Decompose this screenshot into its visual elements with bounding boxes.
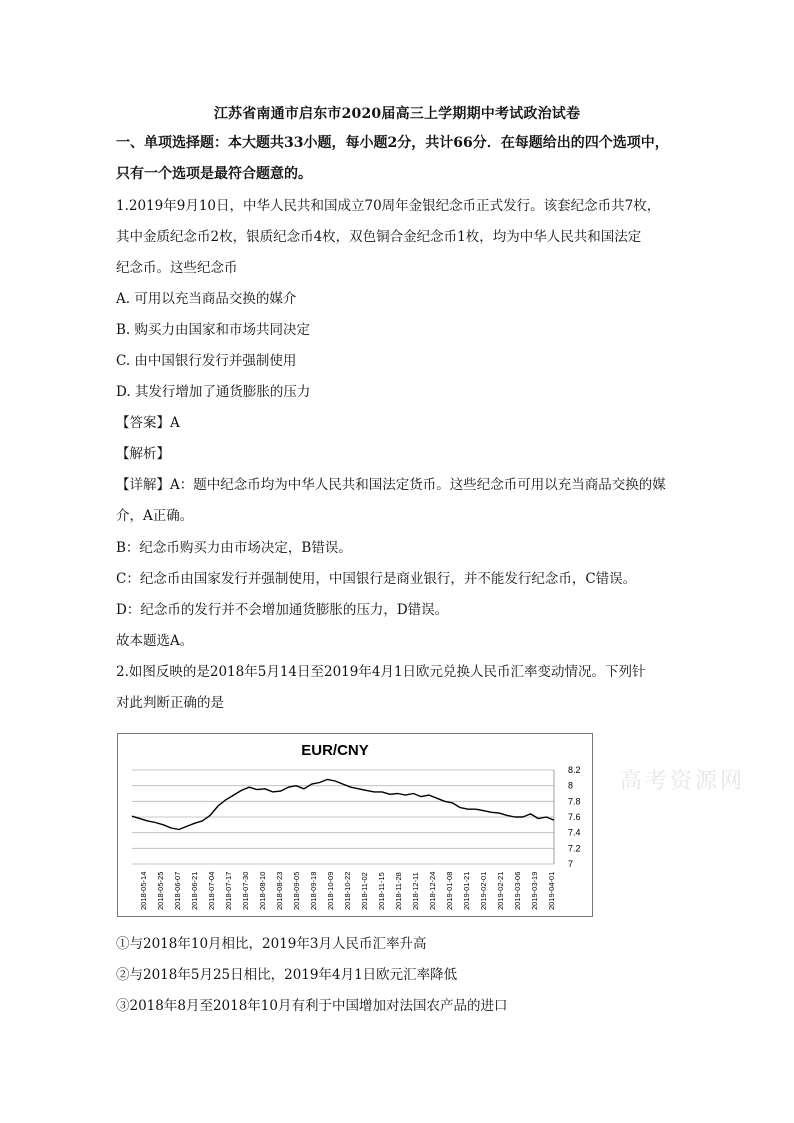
q1-detail-line-4: C：纪念币由国家发行并强制使用，中国银行是商业银行，并不能发行纪念币，C错误。 [116, 571, 637, 587]
chart-x-tick-label: 2018-09-05 [292, 871, 301, 910]
chart-x-tick-label: 2018-11-28 [394, 872, 403, 910]
q2-statement-3: ③2018年8月至2018年10月有利于中国增加对法国农产品的进口 [116, 998, 508, 1014]
q2-stem-line-1: 2.如图反映的是2018年5月14日至2019年4月1日欧元兑换人民币汇率变动情况。下列针 [116, 664, 646, 680]
chart-x-tick-label: 2018-06-07 [173, 871, 182, 910]
q1-detail-line-6: 故本题选A。 [116, 633, 194, 649]
chart-y-tick-label: 8.2 [568, 765, 581, 775]
chart-x-tick-label: 2019-01-21 [462, 871, 471, 910]
chart-x-tick-label: 2019-03-06 [513, 871, 522, 910]
chart-x-tick-label: 2018-10-09 [326, 871, 335, 910]
chart-y-tick-label: 7 [568, 859, 574, 869]
section-heading-line-2: 只有一个选项是最符合题意的。 [116, 166, 312, 182]
chart-x-tick-label: 2019-03-19 [530, 871, 539, 910]
section-heading-line-1: 一、单项选择题：本大题共33小题，每小题2分，共计66分．在每题给出的四个选项中， [116, 135, 669, 151]
chart-y-tick-label: 8 [568, 780, 574, 791]
chart-y-tick-label: 7.2 [568, 843, 581, 854]
q2-stem-line-2: 对此判断正确的是 [116, 695, 224, 711]
chart-x-tick-labels [139, 872, 556, 910]
q1-stem-line-1: 1.2019年9月10日，中华人民共和国成立70周年金银纪念币正式发行。该套纪念币共7枚， [116, 198, 661, 214]
q1-analysis-label: 【解析】 [116, 446, 170, 462]
q1-detail-line-2: 介，A正确。 [116, 508, 194, 524]
chart-y-tick-label: 7.6 [568, 812, 581, 822]
chart-x-tick-label: 2018-12-24 [428, 871, 437, 910]
chart-x-tick-label: 2018-05-25 [156, 871, 165, 910]
watermark-text: 高考资源网 [620, 769, 746, 794]
chart-x-tick-label: 2019-04-01 [547, 871, 556, 910]
chart-series [132, 779, 554, 829]
eur-cny-chart [117, 733, 593, 917]
chart-x-tick-label: 2019-01-08 [445, 871, 454, 910]
chart-x-tick-label: 2018-08-23 [275, 871, 284, 910]
chart-y-tick-labels [568, 765, 581, 869]
chart-x-tick-label: 2018-08-10 [258, 871, 267, 910]
chart-x-tick-label: 2018-05-14 [139, 871, 148, 910]
page-title: 江苏省南通市启东市2020届高三上学期期中考试政治试卷 [213, 106, 581, 122]
chart-x-tick-label: 2018-11-02 [360, 872, 369, 910]
chart-x-tick-label: 2018-06-21 [190, 871, 199, 910]
q2-statement-1: ①与2018年10月相比，2019年3月人民币汇率升高 [116, 936, 427, 952]
chart-series-line [132, 779, 554, 829]
chart-x-tick-label: 2018-09-18 [309, 871, 318, 910]
chart-x-tick-label: 2018-07-04 [207, 871, 216, 910]
chart-x-tick-label: 2018-10-22 [343, 871, 352, 910]
chart-x-tick-label: 2019-02-01 [479, 871, 488, 910]
q1-option-b: B. 购买力由国家和市场共同决定 [116, 322, 311, 338]
chart-x-tick-label: 2018-07-30 [241, 871, 250, 910]
q1-detail-line-1: 【详解】A：题中纪念币均为中华人民共和国法定货币。这些纪念币可用以充当商品交换的媒 [116, 477, 666, 493]
q1-option-d: D. 其发行增加了通货膨胀的压力 [116, 384, 311, 400]
chart-title: EUR/CNY [301, 742, 369, 759]
q1-detail-line-3: B：纪念币购买力由市场决定，B错误。 [116, 540, 352, 556]
chart-x-tick-label: 2019-02-21 [496, 871, 505, 910]
q1-stem-line-3: 纪念币。这些纪念币 [116, 260, 238, 276]
q1-stem-line-2: 其中金质纪念币2枚，银质纪念币4枚，双色铜合金纪念币1枚，均为中华人民共和国法定 [116, 229, 642, 245]
chart-y-tick-label: 7.8 [568, 796, 581, 807]
q1-option-a: A. 可用以充当商品交换的媒介 [116, 291, 297, 307]
q1-answer: 【答案】A [116, 415, 180, 431]
eur-cny-chart-svg [118, 734, 592, 916]
chart-x-tick-label: 2018-07-17 [224, 871, 233, 910]
chart-x-tick-label: 2018-12-11 [411, 872, 420, 910]
q1-option-c: C. 由中国银行发行并强制使用 [116, 353, 297, 369]
q1-detail-line-5: D：纪念币的发行并不会增加通货膨胀的压力，D错误。 [116, 602, 449, 618]
q2-statement-2: ②与2018年5月25日相比，2019年4月1日欧元汇率降低 [116, 967, 458, 983]
chart-y-tick-label: 7.4 [568, 827, 581, 838]
chart-x-tick-label: 2018-11-15 [377, 872, 386, 910]
